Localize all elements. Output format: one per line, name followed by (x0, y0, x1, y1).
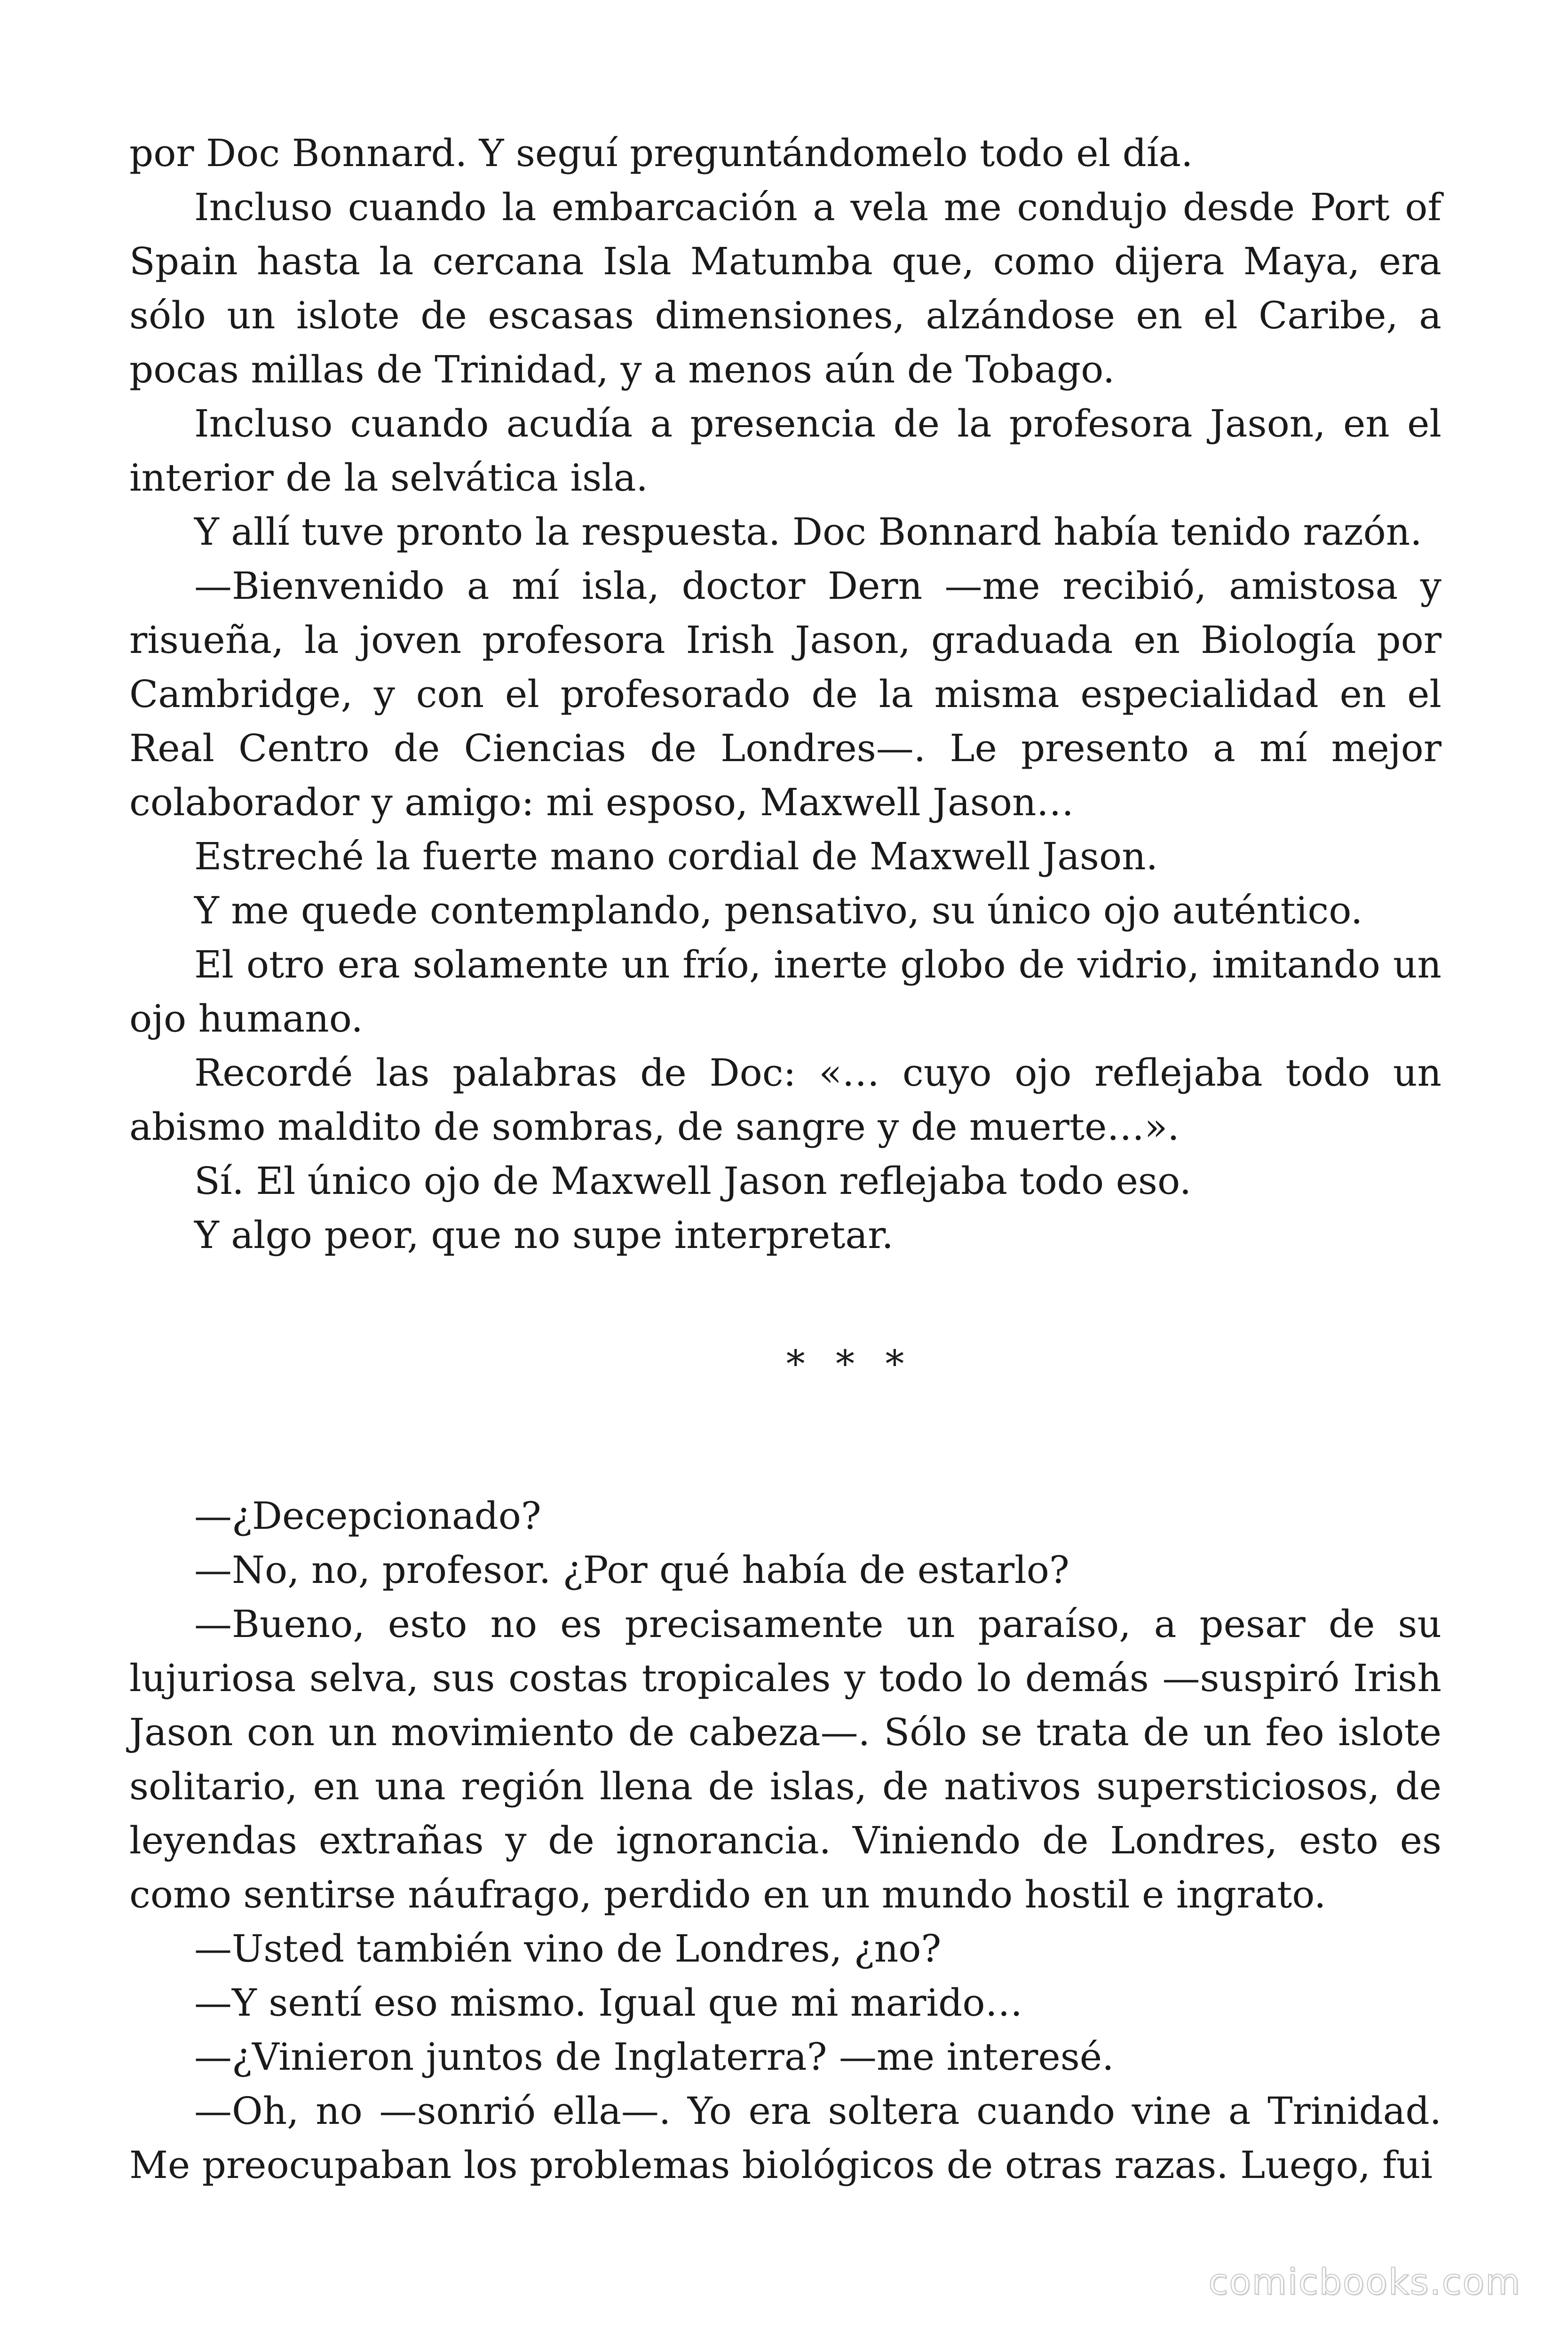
watermark: comicbooks.com (1208, 2261, 1521, 2303)
paragraph: —No, no, profesor. ¿Por qué había de estarlo? (194, 1548, 1069, 1592)
paragraph: —¿Decepcionado? (194, 1494, 541, 1538)
paragraph: Y algo peor, que no supe interpretar. (194, 1213, 894, 1257)
paragraph: Incluso cuando la embarcación a vela me condujo desde Port of Spain hasta la cercana Isla Matumba que, como dijera Maya, era sólo un islote de escasas dimensiones, alzándose en el Caribe, a pocas millas de Trinidad, y a menos aún de Tobago. (129, 185, 1441, 391)
paragraph: Incluso cuando acudía a presencia de la profesora Jason, en el interior de la selvática isla. (129, 402, 1441, 500)
paragraph: Estreché la fuerte mano cordial de Maxwell Jason. (194, 834, 1158, 878)
paragraph: —¿Vinieron juntos de Inglaterra? —me interesé. (194, 2035, 1114, 2079)
paragraph: —Y sentí eso mismo. Igual que mi marido… (194, 1981, 1023, 2025)
paragraph: Recordé las palabras de Doc: «… cuyo ojo reflejaba todo un abismo maldito de sombras, de sangre y de muerte…». (129, 1051, 1441, 1149)
paragraph: El otro era solamente un frío, inerte globo de vidrio, imitando un ojo humano. (129, 943, 1441, 1041)
paragraph: por Doc Bonnard. Y seguí preguntándomelo todo el día. (129, 131, 1193, 175)
section-separator: * * * (786, 1342, 914, 1386)
text-section-top (129, 126, 1441, 1262)
paragraph: —Usted también vino de Londres, ¿no? (194, 1927, 942, 1971)
paragraph: Y me quede contemplando, pensativo, su único ojo auténtico. (194, 889, 1363, 932)
paragraph: Sí. El único ojo de Maxwell Jason reflejaba todo eso. (194, 1159, 1192, 1203)
text-section-bottom (129, 1489, 1441, 2192)
paragraph: —Oh, no —sonrió ella—. Yo era soltera cuando vine a Trinidad. Me preocupaban los problemas biológicos de otras razas. Luego, fui (129, 2089, 1441, 2187)
paragraph: —Bueno, esto no es precisamente un paraíso, a pesar de su lujuriosa selva, sus costas tropicales y todo lo demás —suspiró Irish Jason con un movimiento de cabeza—. Sólo se trata de un feo islote solitario, en una región llena de islas, de nativos supersticiosos, de leyendas extrañas y de ignorancia. Viniendo de Londres, esto es como sentirse náufrago, perdido en un mundo hostil e ingrato. (129, 1602, 1441, 1916)
paragraph: —Bienvenido a mí isla, doctor Dern —me recibió, amistosa y risueña, la joven profesora Irish Jason, graduada en Biología por Cambridge, y con el profesorado de la misma especialidad en el Real Centro de Ciencias de Londres—. Le presento a mí mejor colaborador y amigo: mi esposo, Maxwell Jason… (129, 564, 1441, 824)
paragraph: Y allí tuve pronto la respuesta. Doc Bonnard había tenido razón. (194, 510, 1422, 554)
